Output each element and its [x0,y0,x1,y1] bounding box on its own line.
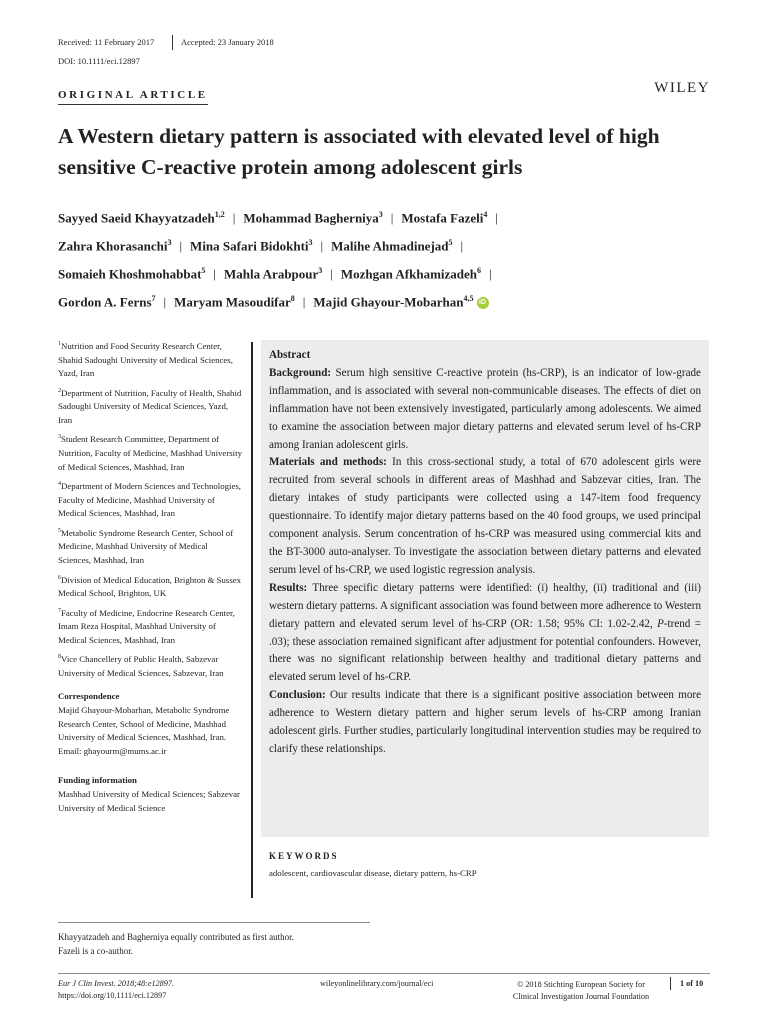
article-type-underline [58,104,208,105]
footer-rule [58,973,710,974]
footnote: Khayyatzadeh and Bagherniya equally contributed as first author. [58,932,294,942]
author-affil-sup: 6 [477,266,482,275]
keywords-text: adolescent, cardiovascular disease, dietary pattern, hs-CRP [269,868,477,878]
correspondence-block [58,690,242,758]
author-separator: | [460,238,464,254]
affiliation: $^3$Student Research Committee, Department of Nutrition, Faculty of Medicine, Mashhad University of Medical Sciences, Mashhad, Iran [58,434,242,472]
author-line-3 [58,266,500,282]
footer-citation: Eur J Clin Invest. 2018;48:e12897. [58,979,174,988]
author-affil-sup: 4,5 [463,294,474,303]
correspondence-email[interactable]: Email: ghayourm@mums.ac.ir [58,745,167,756]
author-affil-sup: 5 [201,266,206,275]
author-name[interactable]: Majid Ghayour-Mobarhan [313,294,464,310]
author-separator: | [179,238,183,254]
footnote-rule [58,922,370,923]
doi-label: DOI: 10.1111/eci.12897 [58,56,140,66]
affiliation: $^1$Nutrition and Food Security Research Center, Shahid Sadoughi University of Medical Sciences, Yazd, Iran [58,340,233,379]
footer-journal-link[interactable]: wileyonlinelibrary.com/journal/eci [320,979,434,988]
author-affil-sup: 3 [378,210,383,219]
header-divider [172,35,173,50]
abstract-results: Results: Three specific dietary patterns were identified: (i) healthy, (ii) traditional and (iii) western dietary patterns. A significant association was found between more adherence to Western dietary pattern and elevated serum level of hs-CRP (OR: 1.58; 95% CI: 1.02-2.42, P-trend = .03); these association remained significant after adjustment for potential confounders. However, there was no significant relationship between healthy and traditional dietary patterns and elevated serum level of hs-CRP. [269,581,701,684]
author-separator: | [330,266,333,282]
author-affil-sup: 7 [151,294,156,303]
author-separator: | [302,294,306,310]
accepted-date: Accepted: 23 January 2018 [181,37,274,47]
author-name[interactable]: Mina Safari Bidokhti [190,238,309,254]
author-line-1 [58,210,506,226]
author-name[interactable]: Malihe Ahmadinejad [331,238,449,254]
author-name[interactable]: Zahra Khorasanchi [58,238,168,254]
author-name[interactable]: Maryam Masoudifar [174,294,291,310]
author-affil-sup: 1,2 [214,210,225,219]
affiliation: $^8$Vice Chancellery of Public Health, Sabzevar University of Medical Sciences, Sabzevar, Iran [58,654,224,678]
affiliation: $^4$Department of Modern Sciences and Technologies, Faculty of Medicine, Mashhad University of Medical Sciences, Mashhad, Iran [58,481,241,519]
abstract-methods: Materials and methods: In this cross-sectional study, a total of 670 adolescent girls were recruited from several schools in different areas of Mashhad and Sabzevar cities, Iran. The dietary intakes of study participants were collected using a 147-item food frequency questionnaire. To identify major dietary patterns based on the 40 food groups, we used principal component analysis. Serum concentration of hs-CRP was measured using commercial kits and the BT-3000 auto-analyser. To investigate the association between dietary patterns and elevated serum level of hs-CRP, we used logistic regression analysis. [269,456,701,576]
page-number: 1 of 10 [680,979,704,988]
author-separator: | [489,266,492,282]
author-affil-sup: 3 [167,238,172,247]
footer-doi-link[interactable]: https://doi.org/10.1111/eci.12897 [58,991,167,1000]
article-type: ORIGINAL ARTICLE [58,89,208,101]
publisher-logo: WILEY [654,80,710,96]
abstract-heading: Abstract [269,349,311,361]
author-separator: | [320,238,324,254]
author-affil-sup: 3 [318,266,323,275]
correspondence-heading: Correspondence [58,691,120,702]
author-separator: | [232,210,236,226]
column-divider [251,342,253,898]
author-name[interactable]: Mostafa Fazeli [401,210,484,226]
affiliations-column [58,338,242,819]
affiliation: $^5$Metabolic Syndrome Research Center, School of Medicine, Mashhad University of Medical Sciences, Mashhad, Iran [58,527,234,565]
author-name[interactable]: Somaieh Khoshmohabbat [58,266,202,282]
affiliation: $^6$Division of Medical Education, Brighton & Sussex Medical School, Brighton, UK [58,574,242,599]
footer-divider [670,977,671,990]
author-affil-sup: 4 [483,210,488,219]
funding-heading: Funding information [58,775,137,786]
article-title: A Western dietary pattern is associated with elevated level of high sensitive C-reactive protein among adolescent girls [58,124,660,179]
keywords-heading: KEYWORDS [269,851,339,861]
author-name[interactable]: Mahla Arabpour [224,266,319,282]
orcid-icon[interactable]: iD [477,297,489,309]
author-separator: | [495,210,498,226]
footnote: Fazeli is a co-author. [58,946,133,956]
correspondence-text: Majid Ghayour-Mobarhan, Metabolic Syndrome Research Center, School of Medicine, Mashhad University of Medical Sciences, Mashhad, Iran. [58,705,230,743]
funding-text: Mashhad University of Medical Sciences; Sabzevar University of Medical Science [58,789,240,813]
footer-copyright: © 2018 Stichting European Society for Clinical Investigation Journal Foundation [512,980,650,1001]
author-affil-sup: 5 [448,238,453,247]
author-affil-sup: 8 [290,294,295,303]
funding-block [58,774,242,815]
author-separator: | [213,266,217,282]
author-separator: | [163,294,167,310]
author-affil-sup: 3 [308,238,313,247]
received-date: Received: 11 February 2017 [58,37,155,47]
author-line-4 [58,294,489,310]
author-name[interactable]: Mozhgan Afkhamizadeh [340,266,478,282]
author-name[interactable]: Sayyed Saeid Khayyatzadeh [58,210,215,226]
author-line-2 [58,238,471,254]
abstract [269,347,701,759]
author-name[interactable]: Mohammad Bagherniya [243,210,379,226]
author-separator: | [390,210,394,226]
affiliation: $^7$Faculty of Medicine, Endocrine Research Center, Imam Reza Hospital, Mashhad University of Medical Sciences, Mashhad, Iran [58,607,235,645]
author-name[interactable]: Gordon A. Ferns [58,294,152,310]
abstract-background: Background: Serum high sensitive C-reactive protein (hs-CRP), is an indicator of low-grade inflammation, and is associated with several non-communicable diseases. The effects of diet on inflammation have not been extensively investigated, particularly among adolescents. We aimed to examine the association between major dietary patterns and elevated serum level of hs-CRP among Iranian adolescent girls. [269,366,701,451]
abstract-conclusion: Conclusion: Our results indicate that there is a significant positive association between more adherence to Western dietary pattern and higher serum levels of hs-CRP among Iranian adolescent girls. Further studies, particularly longitudinal intervention studies may be required to clarify these relationships. [269,689,701,755]
affiliation: $^2$Department of Nutrition, Faculty of Health, Shahid Sadoughi University of Medical Sciences, Yazd, Iran [58,387,242,425]
